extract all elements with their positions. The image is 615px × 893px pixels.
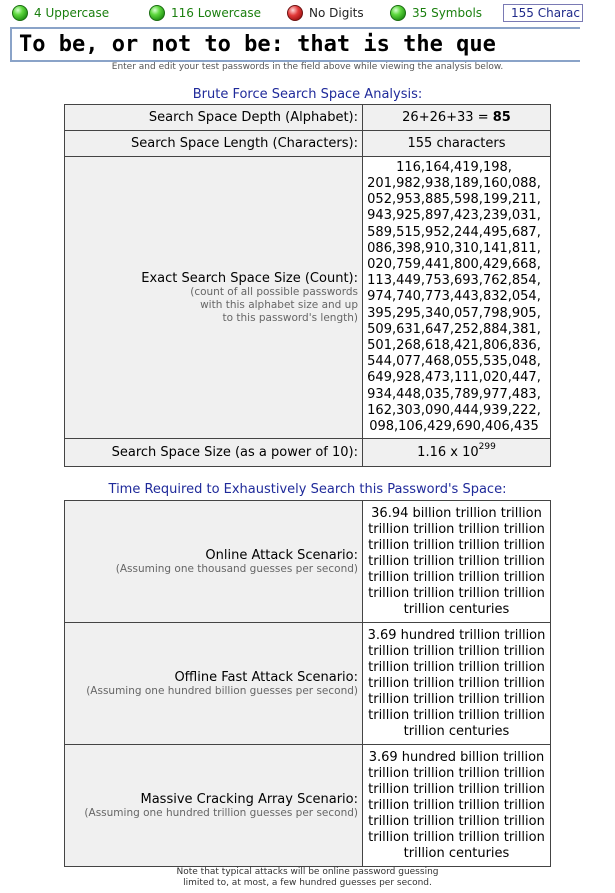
offline-attack-value [363, 623, 551, 745]
exact-size-line: 162,303,090,444,939,222, [367, 402, 541, 418]
uppercase-status-label: 4 Uppercase [34, 6, 110, 20]
digits-status-label: No Digits [309, 6, 364, 20]
red-x-icon [287, 5, 303, 21]
time-line: 3.69 hundred billion trillion [368, 749, 545, 765]
exact-size-sub-1: (count of all possible passwords [190, 285, 358, 298]
exact-size-line: 098,106,429,690,406,435 [369, 419, 539, 435]
depth-value-prefix: 26+26+33 = [402, 110, 493, 125]
time-line: 36.94 billion trillion trillion [371, 505, 542, 521]
power-mantissa: 1.16 x 10 [417, 445, 479, 460]
time-line: trillion centuries [403, 601, 510, 617]
time-line: trillion trillion trillion trillion [368, 765, 545, 781]
time-line: 3.69 hundred trillion trillion [367, 627, 546, 643]
power-row [65, 439, 551, 467]
password-input[interactable]: To be, or not to be: that is the que [10, 27, 580, 62]
exact-size-value [363, 157, 551, 439]
exact-size-line: 020,759,441,800,429,668, [367, 256, 541, 272]
depth-value [363, 105, 551, 131]
green-check-icon [149, 5, 165, 21]
time-line: trillion trillion trillion trillion [368, 781, 545, 797]
footer-note-line-2: limited to, at most, a few hundred guesses per second. [183, 878, 432, 888]
symbols-status [390, 4, 482, 22]
time-line: trillion trillion trillion trillion [368, 691, 545, 707]
search-space-title: Brute Force Search Space Analysis: [192, 87, 423, 102]
green-check-icon [390, 5, 406, 21]
exact-size-line: 934,448,035,789,977,483, [367, 386, 541, 402]
exact-size-line: 649,928,473,111,020,447, [367, 370, 541, 386]
depth-value-total: 85 [492, 110, 511, 125]
time-line: trillion trillion trillion trillion [368, 707, 545, 723]
status-row [0, 0, 580, 26]
online-attack-label-cell [65, 501, 363, 623]
exact-size-line: 974,740,773,443,832,054, [367, 289, 541, 305]
lowercase-status [149, 4, 261, 22]
input-hint: Enter and edit your test passwords in the field above while viewing the analysis below. [111, 62, 504, 72]
massive-array-value [363, 745, 551, 867]
time-line: trillion trillion trillion trillion [368, 813, 545, 829]
power-label: Search Space Size (as a power of 10): [65, 439, 363, 467]
footer-note [0, 867, 615, 889]
offline-attack-label-cell [65, 623, 363, 745]
green-check-icon [12, 5, 28, 21]
massive-array-row [65, 745, 551, 867]
character-count-badge: 155 Charac [503, 4, 583, 22]
time-line: trillion trillion trillion trillion [368, 829, 545, 845]
time-line: trillion centuries [403, 845, 510, 861]
time-line: trillion trillion trillion trillion [368, 521, 545, 537]
online-attack-value [363, 501, 551, 623]
exact-size-line: 943,925,897,423,239,031, [367, 208, 541, 224]
depth-row [65, 105, 551, 131]
time-line: trillion trillion trillion trillion [368, 675, 545, 691]
massive-array-label-cell [65, 745, 363, 867]
online-attack-label: Online Attack Scenario: [205, 547, 358, 563]
exact-size-line: 501,268,618,421,806,836, [367, 338, 541, 353]
exact-size-sub-2: with this alphabet size and up [200, 298, 358, 311]
power-value [363, 439, 551, 467]
exact-size-line: 116,164,419,198, [396, 159, 512, 175]
exact-size-line: 395,295,340,057,798,905, [367, 305, 541, 321]
exact-size-row [65, 157, 551, 439]
length-label: Search Space Length (Characters): [65, 131, 363, 157]
offline-attack-row [65, 623, 551, 745]
massive-array-label: Massive Cracking Array Scenario: [140, 791, 358, 807]
exact-size-line: 052,953,885,598,199,211, [367, 192, 541, 208]
time-line: trillion trillion trillion trillion [368, 643, 545, 659]
length-row [65, 131, 551, 157]
offline-attack-sub: (Assuming one hundred billion guesses per second) [86, 684, 358, 697]
time-line: trillion trillion trillion trillion [368, 797, 545, 813]
length-value: 155 characters [363, 131, 551, 157]
exact-size-line: 544,077,468,055,535,048, [367, 354, 541, 370]
exact-size-line: 113,449,753,693,762,854, [367, 273, 541, 289]
symbols-status-label: 35 Symbols [412, 6, 483, 20]
time-line: trillion trillion trillion trillion [368, 537, 545, 553]
exact-size-line: 589,515,952,244,495,687, [367, 224, 541, 240]
time-line: trillion trillion trillion trillion [368, 659, 545, 675]
exact-size-label-cell [65, 157, 363, 439]
time-required-table [64, 500, 551, 867]
exact-size-label: Exact Search Space Size (Count): [141, 270, 358, 286]
time-line: trillion centuries [403, 723, 510, 739]
uppercase-status [12, 4, 109, 22]
exact-size-sub-3: to this password's length) [222, 311, 358, 324]
depth-label: Search Space Depth (Alphabet): [65, 105, 363, 131]
exact-size-line: 509,631,647,252,884,381, [367, 321, 541, 337]
search-space-table [64, 104, 551, 467]
power-exponent: 299 [478, 442, 496, 452]
time-required-title: Time Required to Exhaustively Search this Password's Space: [108, 482, 507, 497]
time-line: trillion trillion trillion trillion [368, 569, 545, 585]
massive-array-sub: (Assuming one hundred trillion guesses per second) [84, 806, 358, 819]
online-attack-row [65, 501, 551, 623]
time-line: trillion trillion trillion trillion [368, 585, 545, 601]
time-line: trillion trillion trillion trillion [368, 553, 545, 569]
online-attack-sub: (Assuming one thousand guesses per second) [115, 562, 358, 575]
exact-size-line: 201,982,938,189,160,088, [367, 175, 541, 191]
offline-attack-label: Offline Fast Attack Scenario: [174, 669, 358, 685]
digits-status [287, 4, 364, 22]
lowercase-status-label: 116 Lowercase [171, 6, 261, 20]
exact-size-line: 086,398,910,310,141,811, [367, 240, 541, 256]
footer-note-line-1: Note that typical attacks will be online password guessing [176, 867, 439, 877]
